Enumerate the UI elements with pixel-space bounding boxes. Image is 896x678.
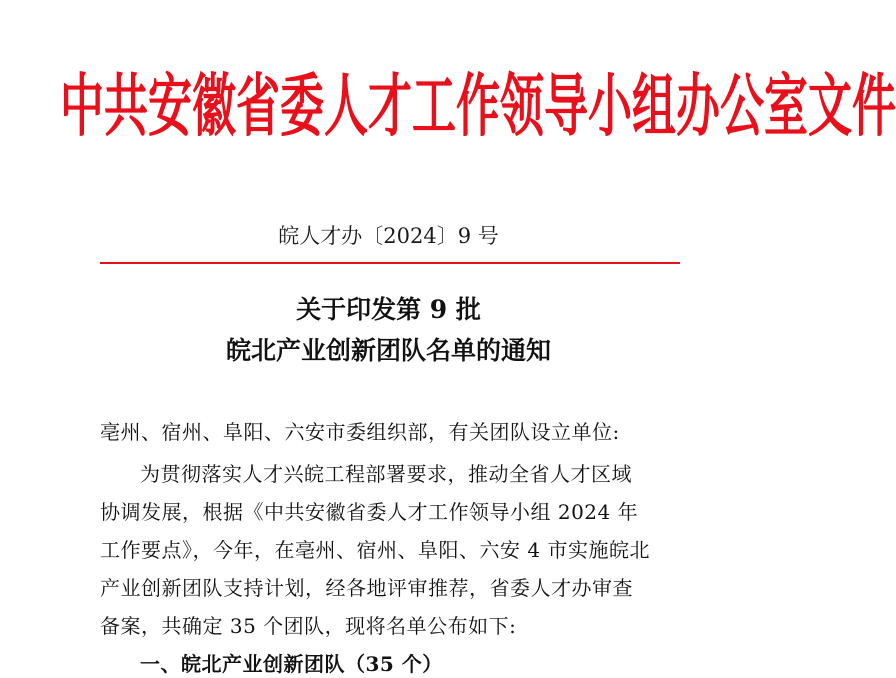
issuer-header: 中共安徽省委人才工作领导小组办公室文件 — [60, 67, 896, 147]
red-separator-line — [100, 262, 680, 264]
document-title-line-1: 关于印发第 9 批 — [296, 295, 481, 324]
document-title-line-2: 皖北产业创新团队名单的通知 — [225, 336, 551, 365]
paragraph-line: 备案，共确定 35 个团队，现将名单公布如下: — [100, 614, 517, 638]
paragraph-line: 为贯彻落实人才兴皖工程部署要求，推动全省人才区域 — [140, 462, 632, 486]
document-number: 皖人才办〔2024〕9 号 — [278, 224, 499, 248]
section-heading: 一、皖北产业创新团队（35 个） — [140, 652, 443, 676]
paragraph-line: 工作要点》，今年，在亳州、宿州、阜阳、六安 4 市实施皖北 — [100, 538, 650, 562]
recipients-line: 亳州、宿州、阜阳、六安市委组织部，有关团队设立单位: — [100, 420, 620, 444]
paragraph-line: 协调发展，根据《中共安徽省委人才工作领导小组 2024 年 — [100, 500, 639, 524]
paragraph-line: 产业创新团队支持计划，经各地评审推荐，省委人才办审查 — [100, 576, 633, 600]
